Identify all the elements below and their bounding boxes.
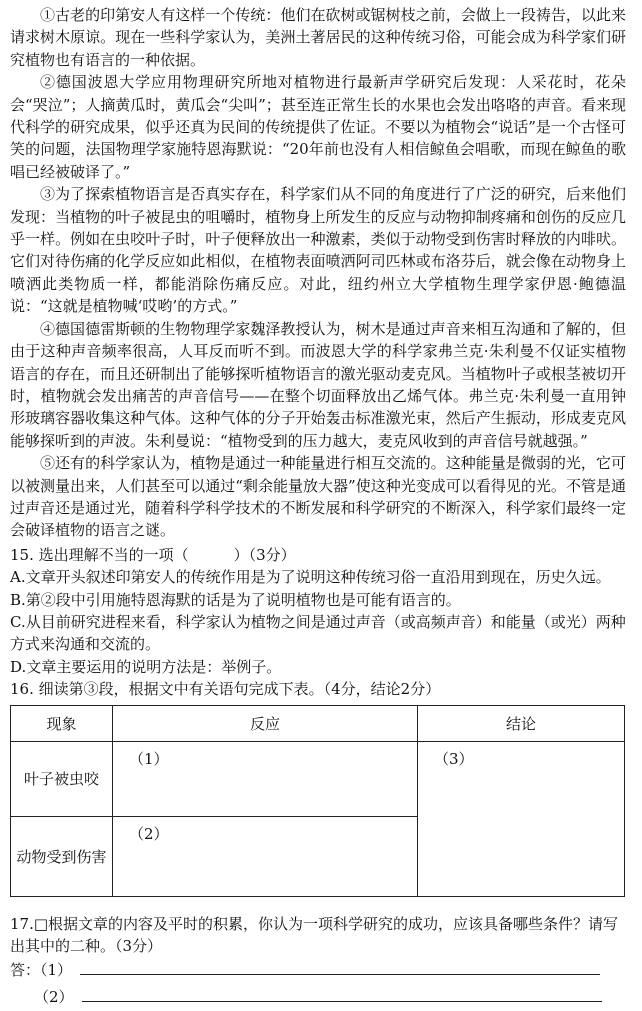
question-15-option-b: B.第②段中引用施特恩海默的话是为了说明植物也是可能有语言的。 xyxy=(10,590,461,609)
table-row xyxy=(11,741,625,816)
question-15-stem: 15. 选出理解不当的一项（ ）（3分） xyxy=(10,545,296,564)
answer-1-blank-line[interactable] xyxy=(80,973,600,975)
table-header-conclusion: 结论 xyxy=(418,705,625,741)
passage-paragraph-2: ②德国波恩大学应用物理研究所地对植物进行最新声学研究后发现：人采花时，花朵会“哭泣”；人摘黄瓜时，黄瓜会“尖叫”；甚至连正常生长的水果也会发出咯咯的声音。看来现代科学的研究成果，似乎还真为民间的传统提供了佐证。不要以为植物会“说话”是一个古怪可笑的问题，法国物理学家施特恩海默说：“20年前也没有人相信鲸鱼会唱歌，而现在鲸鱼的歌唱已经被破译了。” xyxy=(10,73,626,181)
question-17-answer-2 xyxy=(10,984,626,1011)
table-header-phenomenon: 现象 xyxy=(11,705,113,741)
answer-1-label: 答：（1） xyxy=(10,961,73,980)
passage-paragraph-1: ①古老的印第安人有这样一个传统：他们在砍树或锯树枝之前，会做上一段祷告，以此来请求树木原谅。现在一些科学家认为，美洲土著居民的这种传统习俗，可能会成为科学家们研究植物也有语言的一种依据。 xyxy=(10,6,626,69)
question-15-option-c: C.从目前研究进程来看，科学家认为植物之间是通过声音（或高频声音）和能量（或光）两种方式来沟通和交流的。 xyxy=(10,612,626,654)
table-cell-reaction-blank[interactable]: （2） xyxy=(113,816,418,896)
table-cell-phenomenon: 叶子被虫咬 xyxy=(11,741,113,816)
table-cell-reaction-blank[interactable]: （1） xyxy=(113,741,418,816)
passage-paragraph-3: ③为了探索植物语言是否真实存在，科学家们从不同的角度进行了广泛的研究，后来他们发现：当植物的叶子被昆虫的咀嚼时，植物身上所发生的反应与动物抑制疼痛和创伤的反应几乎一样。例如在虫咬叶子时，叶子便释放出一种激素，类似于动物受到伤害时释放的内啡吠。它们对待伤痛的化学反应如此相似，在植物表面喷洒阿司匹林或布洛芬后，就会像在动物身上喷洒此类物质一样，都能消除伤痛反应。对此，纽约州立大学植物生理学家伊恩·鲍德温说：“这就是植物喊‘哎哟’的方式。” xyxy=(10,185,626,316)
answer-2-label: （2） xyxy=(34,988,74,1007)
table-cell-conclusion-blank[interactable]: （3） xyxy=(418,741,625,896)
passage-paragraph-4: ④德国德雷斯顿的生物物理学家魏泽教授认为，树木是通过声音来相互沟通和了解的，但由于这种声音频率很高，人耳反而听不到。而波恩大学的科学家弗兰克·朱利曼不仅证实植物语言的存在，而且还研制出了能够探听植物语言的激光驱动麦克风。当植物叶子或根茎被切开时，植物就会发出痛苦的声音信号——在整个切面释放出乙烯气体。弗兰克·朱利曼一直用钟形玻璃容器收集这种气体。这种气体的分子开始轰击标准激光束，然后产生振动，形成麦克风能够探听到的声波。朱利曼说：“植物受到的压力越大，麦克风收到的声音信号就越强。” xyxy=(10,319,626,450)
answer-2-blank-line[interactable] xyxy=(82,1000,602,1002)
question-17-answer-1 xyxy=(10,957,626,984)
question-15-option-a: A.文章开头叙述印第安人的传统作用是为了说明这种传统习俗一直沿用到现在，历史久远。 xyxy=(10,568,611,587)
table-header-reaction: 反应 xyxy=(113,705,418,741)
passage-paragraph-5: ⑤还有的科学家认为，植物是通过一种能量进行相互交流的。这种能量是微弱的光，它可以被测量出来，人们甚至可以通过“剩余能量放大器”使这种光变成可以看得见的光。不管是通过声音还是通过光，随着科学科学技术的不断发展和科学研究的不断深入，科学家们最终一定会破译植物的语言之谜。 xyxy=(10,454,626,540)
question-16-table xyxy=(10,705,625,897)
question-17-stem: 17.□根据文章的内容及平时的积累，你认为一项科学研究的成功，应该具备哪些条件？请写出其中的二种。（3分） xyxy=(10,914,619,955)
question-16-stem: 16. 细读第③段，根据文中有关语句完成下表。（4分，结论2分） xyxy=(10,680,441,699)
table-cell-phenomenon: 动物受到伤害 xyxy=(11,816,113,896)
question-15-option-d: D.文章主要运用的说明方法是：举例子。 xyxy=(10,657,282,676)
